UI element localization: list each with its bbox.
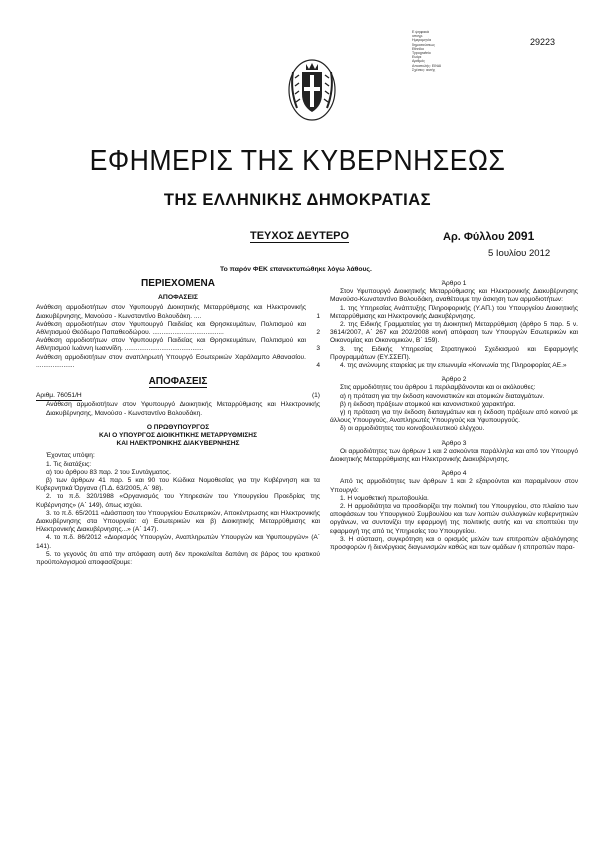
preamble-paragraph: 4. το π.δ. 86/2012 «Διορισμός Υπουργών, Αναπληρωτών Υπουργών και Υφυπουργών» (Α΄ 141). [36, 534, 320, 550]
right-column [330, 280, 578, 552]
article-paragraph: 1. Η νομοθετική πρωτοβουλία. [340, 494, 429, 502]
preamble-paragraph: Έχοντας υπόψη: [46, 452, 95, 460]
sheet-number-label [443, 229, 534, 243]
article [330, 440, 578, 465]
stamp-line: Αριθμός [412, 59, 426, 64]
toc-item-text: Ανάθεση αρμοδιοτήτων στον Υφυπουργό Παιδείας και Θρησκευμάτων, Πολιτισμού και Αθλητισμού Θεόδωρο Παπαθεοδώρου. ....................................... [36, 320, 306, 337]
article-paragraph: α) η πρόταση για την έκδοση κανονιστικών και ατομικών διαταγμάτων. [340, 392, 545, 400]
list-item [36, 354, 320, 370]
decision-preamble [36, 452, 320, 567]
list-item [36, 337, 320, 353]
article-paragraph: 2. Η αρμοδιότητα να προσδιορίζει την πολιτική του Υπουργείου, στο πλαίσιο των αποφάσεων του Υπουργικού Συμβουλίου και των λοιπών συλλογικών κυβερνητικών οργάνων, να συντονίζει την εφαρμογή της πολιτικής αυτής και να εποπτεύει την εφαρμογή της από τις Υπηρεσίες του Υπουργείου. [330, 503, 578, 535]
preamble-paragraph: β) των άρθρων 41 παρ. 5 και 90 του Κώδικα Νομοθεσίας για την Κυβέρνηση και τα Κυβερνητικά Όργανα (Π.Δ. 63/2005, Α΄ 98). [36, 477, 320, 493]
toc-item-text: Ανάθεση αρμοδιοτήτων στον αναπληρωτή Υπουργό Εσωτερικών Χαράλαμπο Αθανασίου. ..................... [36, 353, 306, 369]
decisions-heading-text: ΑΠΟΦΑΣΕΙΣ [148, 376, 208, 388]
preamble-paragraph: 2. το π.δ. 320/1988 «Οργανισμός του Υπηρεσιών του Υπουργείου Προεδρίας της Κυβέρνησης» (Α΄ 149), όπως ισχύει. [36, 493, 320, 509]
article [330, 470, 578, 552]
article-paragraph: 3. της Ειδικής Υπηρεσίας Στρατηγικού Σχεδιασμού και Εφαρμογής Προγραμμάτων (ΕΥ.ΣΣΕΠ). [330, 345, 578, 361]
article-paragraph: δ) οι αρμοδιότητες του κοινοβουλευτικού ελέγχου. [340, 425, 485, 433]
article-paragraph: Στις αρμοδιότητες του άρθρου 1 περιλαμβάνονται και οι ακόλουθες: [340, 384, 536, 392]
decision-authority [36, 424, 320, 449]
toc-item-text: Ανάθεση αρμοδιοτήτων στον Υφυπουργό Διοικητικής Μεταρρύθμισης και Ηλεκτρονικής Διακυβέρνησης, Μανούσο - Κωνσταντίνο Βολουδάκη. .... [36, 304, 306, 320]
issue-label: ΤΕΥΧΟΣ ΔΕΥΤΕΡΟ [250, 230, 350, 242]
stamp-line: Ethniko [412, 46, 424, 51]
sheet-label: Αρ. Φύλλου [443, 231, 505, 243]
stamp-line: Ε ψηφιακά [412, 30, 429, 34]
greek-coat-of-arms-icon [287, 58, 337, 122]
toc-item-page: 1 [316, 312, 320, 320]
toc-item-page: 2 [316, 329, 320, 337]
authority-line: ΚΑΙ ΗΛΕΚΤΡΟΝΙΚΗΣ ΔΙΑΚΥΒΕΡΝΗΣΗΣ [116, 440, 240, 448]
toc-item-text: Ανάθεση αρμοδιοτήτων στον Υφυπουργό Παιδείας και Θρησκευμάτων, Πολιτισμού και Αθλητισμού Ιωάννη Ιωαννίδη. ........................................... [36, 337, 306, 353]
article-title: Άρθρο 1 [441, 280, 467, 287]
contents-list [36, 304, 320, 370]
stamp-line: υπογρ. [412, 34, 424, 39]
list-item [36, 321, 320, 337]
issue-date: 5 Ιουλίου 2012 [488, 248, 551, 259]
article-title: Άρθρο 2 [441, 376, 467, 384]
digital-signature-stamp [412, 30, 470, 80]
article-paragraph: γ) η πρόταση για την έκδοση διαταγμάτων και η έκδοση πράξεων από κοινού με άλλους Υπουργούς, Αναπληρωτές Υπουργούς και Υφυπουργούς. [330, 409, 578, 425]
authority-line: Ο ΠΡΩΘΥΠΟΥΡΓΟΣ [146, 423, 210, 431]
article-paragraph: 3. Η σύσταση, συγκρότηση και ο ορισμός μελών των επιτροπών αξιολόγησης προσφορών ή διενέργειας διαγωνισμών καθώς και των ομάδων ή επιτροπών παρα- [330, 535, 578, 552]
toc-item-page: 3 [316, 345, 320, 353]
preamble-paragraph: 1. Τις διατάξεις: [46, 460, 92, 468]
gazette-subtitle: ΤΗΣ ΕΛΛΗΝΙΚΗΣ ΔΗΜΟΚΡΑΤΙΑΣ [163, 191, 432, 209]
authority-line: ΚΑΙ Ο ΥΠΟΥΡΓΟΣ ΔΙΟΙΚΗΤΙΚΗΣ ΜΕΤΑΡΡΥΘΜΙΣΗΣ [98, 432, 258, 440]
article [330, 280, 578, 370]
page-number: 29223 [530, 37, 556, 47]
left-column [36, 280, 320, 567]
article-paragraph: Στον Υφυπουργό Διοικητικής Μεταρρύθμισης και Ηλεκτρονικής Διακυβέρνησης Μανούσο-Κωνσταντίνο Βολουδάκη, αναθέτουμε την άσκηση των αρμοδιοτήτων: [330, 288, 578, 304]
gazette-title: ΕΦΗΜΕΡΙΣ ΤΗΣ ΚΥΒΕΡΝΗΣΕΩΣ [89, 145, 506, 177]
stamp-line: Αποστολής: ΕΙΝΑΙ [412, 63, 442, 68]
list-item [36, 304, 320, 320]
article-paragraph: 2. της Ειδικής Γραμματείας για τη Διοικητική Μεταρρύθμιση (άρθρο 5 παρ. 5 ν. 3614/2007, Α΄ 267 και 202/2008 κοινή απόφαση των Υπουργών Εσωτερικών και Οικονομίας και Οικονομικών, Β΄ 159). [330, 321, 578, 345]
article-paragraph: β) η έκδοση πράξεων ατομικού και κανονιστικού χαρακτήρα. [340, 400, 516, 408]
decision-number: Αριθμ. 76051/Η [36, 392, 82, 401]
reprint-note: Το παρόν ΦΕΚ επανεκτυπώθηκε λόγω λάθους. [220, 266, 372, 273]
article-title: Άρθρο 4 [441, 470, 467, 478]
preamble-paragraph: α) του άρθρου 83 παρ. 2 του Συντάγματος. [46, 468, 171, 476]
decision-description: Ανάθεση αρμοδιοτήτων στον Υφυπουργό Διοικητικής Μεταρρύθμισης και Ηλεκτρονικής Διακυβέρνησης, Μανούσο - Κωνσταντίνο Βολουδάκη. [46, 401, 320, 417]
article [330, 376, 578, 433]
stamp-line: Ευάρι [412, 55, 422, 60]
decisions-heading [36, 378, 320, 386]
stamp-line: Σχέσεις: αυτής [412, 67, 436, 72]
stamp-line: δημοσιεύσεως [412, 42, 436, 47]
article-paragraph: Οι αρμοδιότητες των άρθρων 1 και 2 ασκούνται παράλληλα και από τον Υπουργό Διοικητικής Μεταρρύθμισης και Ηλεκτρονικής Διακυβέρνησης. [330, 447, 578, 464]
preamble-paragraph: 3. το π.δ. 65/2011 «Διάσπαση του Υπουργείου Εσωτερικών, Αποκέντρωσης και Ηλεκτρονικής Διακυβέρνησης στα Υπουργεία: α) Εσωτερικών και β) Διοικητικής Μεταρρύθμισης και Ηλεκτρονικής Διακυβέρνησης...» (Α΄ 147). [36, 509, 320, 534]
article-title: Άρθρο 3 [441, 439, 467, 447]
stamp-line: Typografeio [412, 51, 431, 56]
decision-index: (1) [311, 392, 320, 400]
contents-heading: ΠΕΡΙΕΧΟΜΕΝΑ [141, 278, 215, 289]
stamp-line: Ημερομηνία [412, 38, 432, 43]
article-paragraph: 1. της Υπηρεσίας Ανάπτυξης Πληροφορικής (Υ.ΑΠ.) του Υπουργείου Διοικητικής Μεταρρύθμισης και Ηλεκτρονικής Διακυβέρνησης. [330, 304, 578, 320]
toc-item-page: 4 [316, 361, 320, 369]
sheet-number: 2091 [507, 229, 535, 243]
article-paragraph: Από τις αρμοδιότητες των άρθρων 1 και 2 εξαιρούνται και παραμένουν στον Υπουργό: [330, 478, 578, 494]
article-paragraph: 4. της ανώνυμης εταιρείας με την επωνυμία «Κοινωνία της Πληροφορίας ΑΕ.» [340, 362, 567, 370]
contents-subheading: ΑΠΟΦΑΣΕΙΣ [158, 294, 198, 302]
preamble-paragraph: 5. το γεγονός ότι από την απόφαση αυτή δεν προκαλείται δαπάνη σε βάρος του κρατικού προϋπολογισμού αποφασίζουμε: [36, 550, 320, 567]
